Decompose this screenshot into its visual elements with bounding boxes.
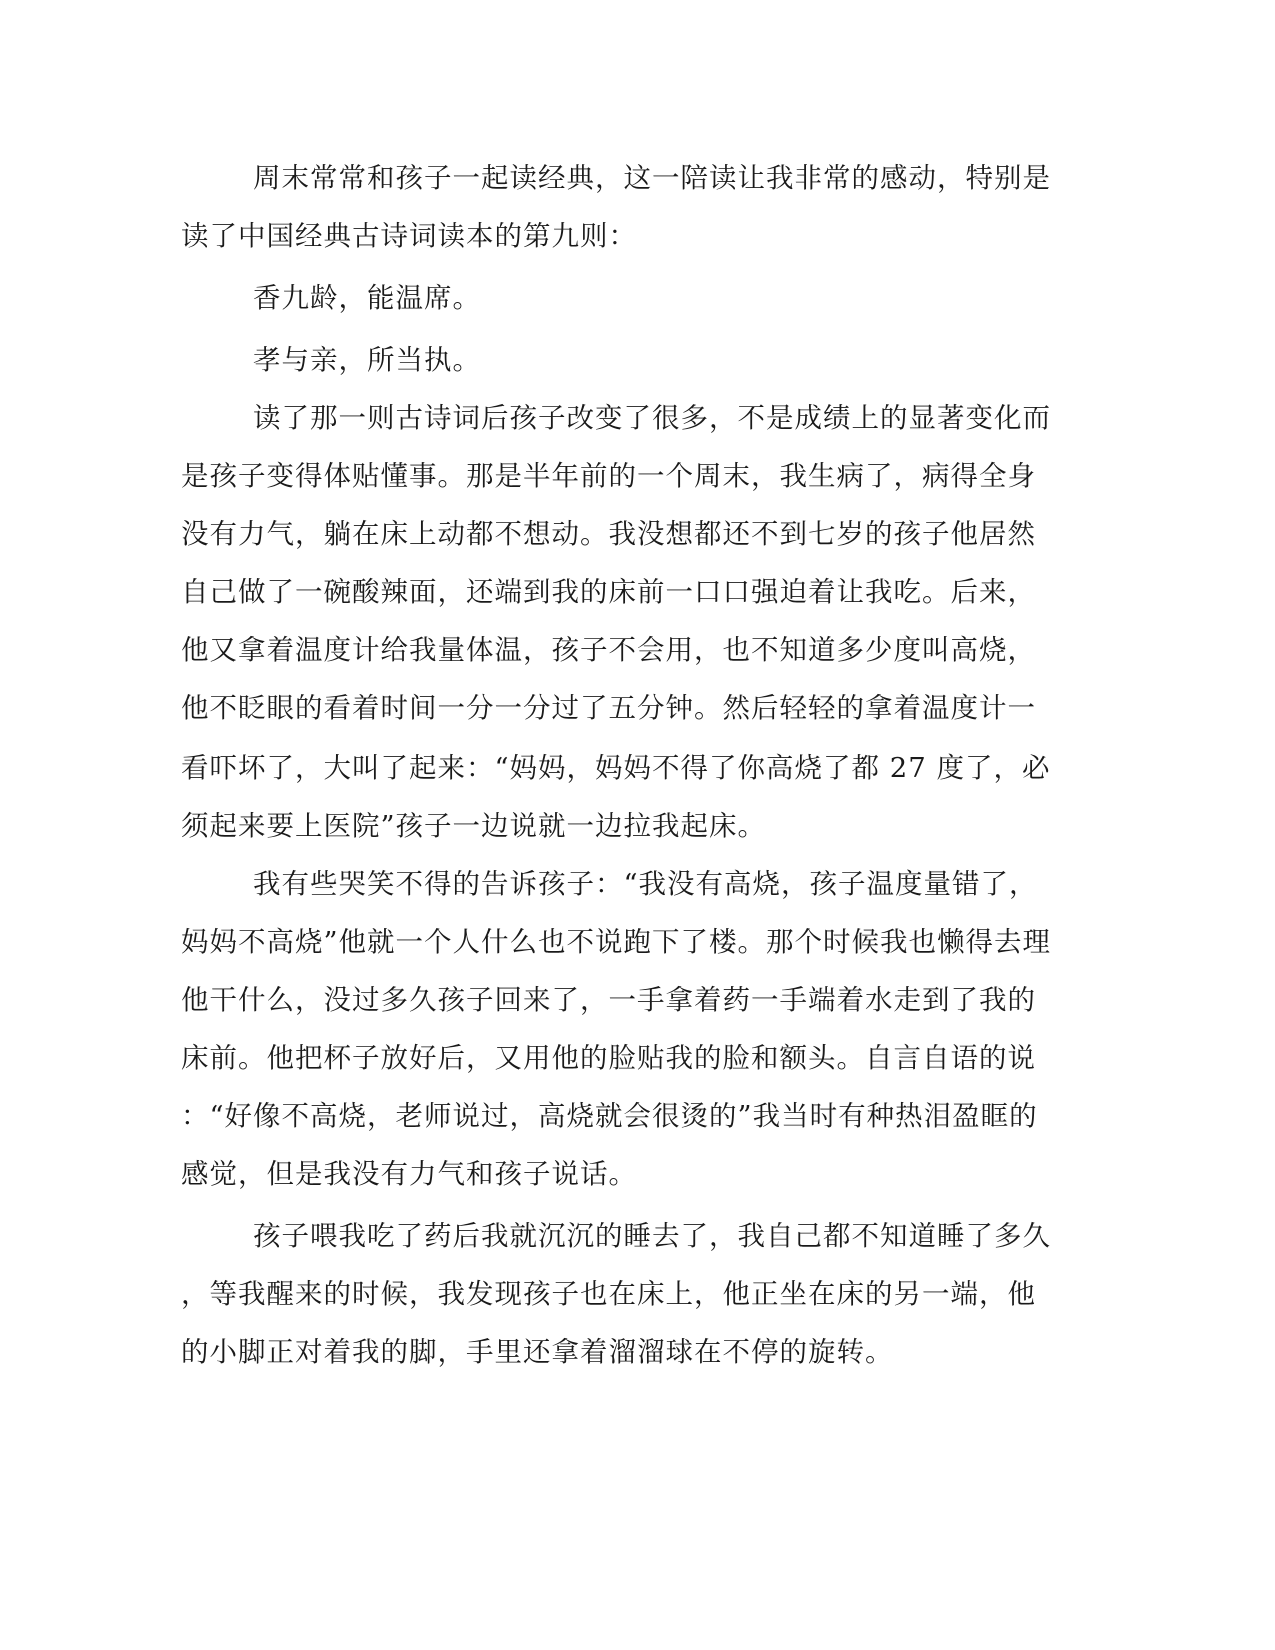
text-line: 感觉，但是我没有力气和孩子说话。 — [181, 1158, 637, 1190]
text-line: 我有些哭笑不得的告诉孩子：“我没有高烧，孩子温度量错了， — [253, 868, 1038, 900]
text-line: 他干什么，没过多久孩子回来了，一手拿着药一手端着水走到了我的 — [181, 984, 1036, 1016]
text-line: ，等我醒来的时候，我发现孩子也在床上，他正坐在床的另一端，他 — [181, 1278, 1036, 1310]
text-line: 是孩子变得体贴懂事。那是半年前的一个周末，我生病了，病得全身 — [181, 460, 1036, 492]
text-line: ：“好像不高烧，老师说过，高烧就会很烫的”我当时有种热泪盈眶的 — [181, 1100, 1038, 1132]
text-line: 香九龄，能温席。 — [253, 282, 481, 314]
text-line: 他又拿着温度计给我量体温，孩子不会用，也不知道多少度叫高烧， — [181, 634, 1036, 666]
text-line: 自己做了一碗酸辣面，还端到我的床前一口口强迫着让我吃。后来， — [181, 576, 1036, 608]
text-line: 孩子喂我吃了药后我就沉沉的睡去了，我自己都不知道睡了多久 — [253, 1220, 1051, 1252]
text-line: 妈妈不高烧”他就一个人什么也不说跑下了楼。那个时候我也懒得去理 — [181, 926, 1052, 958]
text-line: 周末常常和孩子一起读经典，这一陪读让我非常的感动，特别是 — [253, 162, 1051, 194]
text-line: 没有力气，躺在床上动都不想动。我没想都还不到七岁的孩子他居然 — [181, 518, 1036, 550]
text-line: 他不眨眼的看着时间一分一分过了五分钟。然后轻轻的拿着温度计一 — [181, 692, 1036, 724]
text-line: 的小脚正对着我的脚，手里还拿着溜溜球在不停的旋转。 — [181, 1336, 894, 1368]
text-line: 看吓坏了，大叫了起来：“妈妈，妈妈不得了你高烧了都 27 度了，必 — [181, 752, 1051, 784]
text-line: 孝与亲，所当执。 — [253, 344, 481, 376]
text-line: 须起来要上医院”孩子一边说就一边拉我起床。 — [181, 810, 767, 842]
text-line: 床前。他把杯子放好后，又用他的脸贴我的脸和额头。自言自语的说 — [181, 1042, 1036, 1074]
text-line: 读了中国经典古诗词读本的第九则： — [181, 220, 637, 252]
text-line: 读了那一则古诗词后孩子改变了很多，不是成绩上的显著变化而 — [253, 402, 1051, 434]
